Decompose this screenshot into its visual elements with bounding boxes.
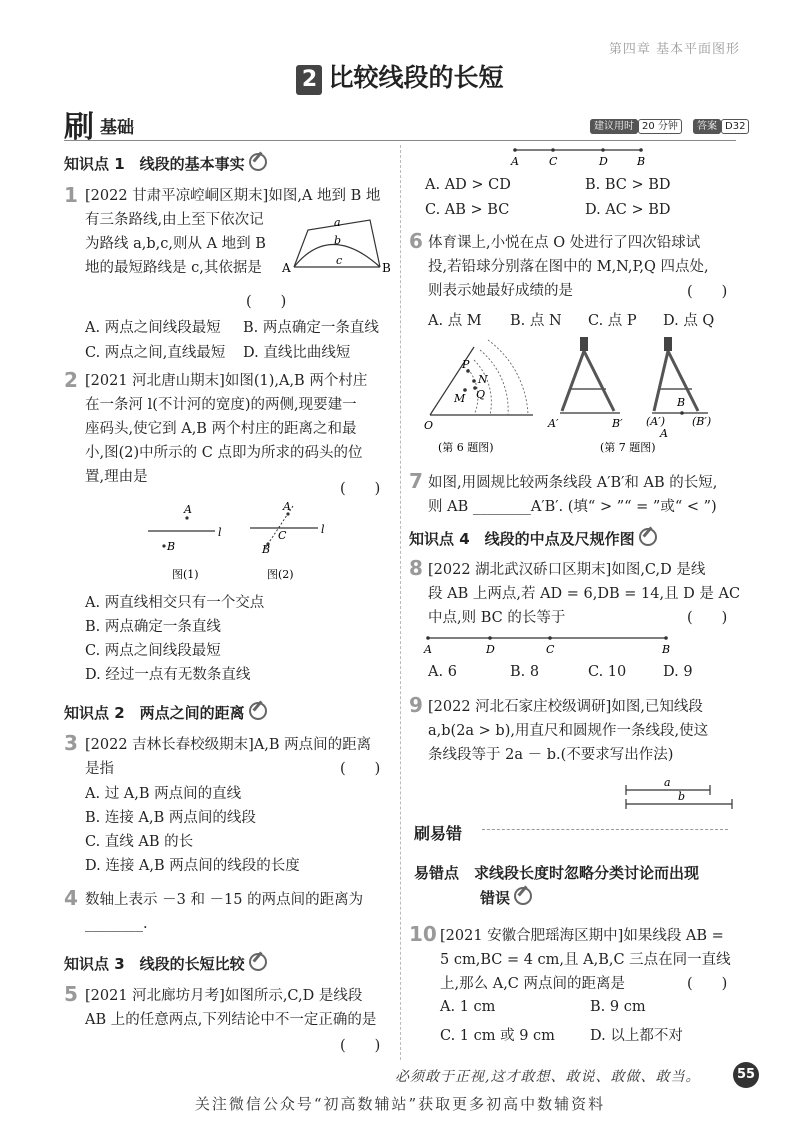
q8-option-a[interactable]: A. 6 [428,664,457,680]
q1-option-c[interactable]: C. 两点之间,直线最短 [85,345,226,361]
q6-option-c[interactable]: C. 点 P [588,313,637,329]
svg-text:C: C [278,529,287,542]
q8-text: [2022 湖北武汉硚口区期末]如图,C,D 是线 段 AB 上两点,若 AD = 6,DB = 14,且 D 是 AC 中点,则 BC 的长等于 [428,562,741,626]
svg-text:图(2): 图(2) [267,568,294,581]
q5-option-a[interactable]: A. AD > CD [425,177,511,193]
svg-text:B: B [662,643,671,656]
q1-text: [2022 甘肃平凉崆峒区期末]如图,A 地到 B 地 有三条路线,由上至下依次记 为路线 a,b,c,则从 A 地到 B 地的最短路线是 c,其依据是 [85,188,381,276]
time-value: 20 分钟 [638,119,682,134]
q9-text: [2022 河北石家庄校级调研]如图,已知线段 a,b(2a > b),用直尺和圆规作一条线段,使这 条线段等于 2a － b.(不要求写出作法) [428,699,709,763]
svg-text:B: B [262,543,271,556]
svg-text:C: C [546,643,555,656]
q2-option-d[interactable]: D. 经过一点有无数条直线 [85,667,251,683]
q1-paren[interactable]: ( ) [246,294,287,310]
q4-text: 数轴上表示 －3 和 －15 的两点间的距离为 ________. [85,888,363,936]
q1-route-figure [280,212,392,278]
q4-blank[interactable]: ________. [85,916,148,932]
svg-text:A: A [184,503,192,516]
q1-option-b[interactable]: B. 两点确定一条直线 [243,320,379,336]
footer-note: 关注微信公众号“初高数辅站”获取更多初高中数辅资料 [194,1095,606,1113]
svg-text:M: M [454,392,466,405]
q6-option-d[interactable]: D. 点 Q [663,313,715,329]
q6-option-a[interactable]: A. 点 M [428,313,482,329]
q3-number: 3 [64,731,78,755]
q2-option-b[interactable]: B. 两点确定一条直线 [85,619,221,635]
q1-number: 1 [64,183,78,207]
svg-text:Q: Q [476,388,486,401]
answer-label: 答案 [693,119,721,134]
q5-option-c[interactable]: C. AB > BC [425,202,510,218]
q2-option-c[interactable]: C. 两点之间线段最短 [85,643,221,659]
ylc-divider [482,829,728,830]
q10-option-a[interactable]: A. 1 cm [440,999,496,1015]
label-a: a [334,216,341,229]
q7-compass-figure [540,335,730,455]
svg-text:(B′): (B′) [692,415,712,428]
ylc-title: 刷易错 [414,824,463,843]
q3-option-a[interactable]: A. 过 A,B 两点间的直线 [85,786,242,802]
q3-option-c[interactable]: C. 直线 AB 的长 [85,834,194,850]
q10-paren[interactable]: ( ) [687,976,728,992]
svg-text:A: A [283,500,291,513]
time-box [590,114,749,133]
section-name: 基础 [100,118,134,138]
q10-option-d[interactable]: D. 以上都不对 [590,1028,683,1044]
q2-text: [2021 河北唐山期末]如图(1),A,B 两个村庄 在一条河 l(不计河的宽度)的两侧,现要建一 座码头,使它到 A,B 两个村庄的距离之和最 小,图(2)中所示的 C 点即为所求的码头的位 置,理由是 [85,373,368,485]
svg-text:A: A [660,427,668,440]
q9-segments-figure [620,774,740,814]
label-c: c [336,254,343,267]
lesson-number: 2 [296,65,322,95]
q10-option-b[interactable]: B. 9 cm [590,999,646,1015]
pen-icon [639,528,657,546]
q2-paren[interactable]: ( ) [340,481,381,497]
svg-text:B: B [167,540,176,553]
svg-text:图(1): 图(1) [172,568,199,581]
q3-option-d[interactable]: D. 连接 A,B 两点间的线段的长度 [85,858,300,874]
svg-text:A: A [424,643,432,656]
q4-number: 4 [64,886,78,910]
q5-number: 5 [64,982,78,1006]
label-B: B [382,261,391,275]
q6-number: 6 [409,229,423,253]
pen-icon [249,702,267,720]
kp1-title: 知识点 1 线段的基本事实 [64,153,267,174]
q6-paren[interactable]: ( ) [687,284,728,300]
q8-number: 8 [409,556,423,580]
q5-text: [2021 河北廊坊月考]如图所示,C,D 是线段 AB 上的任意两点,下列结论中不一定正确的是 [85,988,377,1028]
q5-option-d[interactable]: D. AC > BD [585,202,671,218]
svg-text:N: N [478,373,488,386]
label-A: A [282,261,291,275]
q9-number: 9 [409,693,423,717]
chapter-header: 第四章 基本平面图形 [608,42,740,57]
q2-village-figure [140,498,340,588]
answer-value: D32 [721,119,749,134]
svg-text:(第 7 题图): (第 7 题图) [600,441,656,454]
column-divider [400,145,401,1060]
q2-options [85,591,264,687]
svg-text:O: O [424,419,434,432]
kp2-title: 知识点 2 两点之间的距离 [64,702,267,723]
page-number: 55 [733,1062,759,1088]
svg-text:D: D [599,155,608,168]
q10-number: 10 [409,922,437,946]
q10-text: [2021 安徽合肥瑶海区期中]如果线段 AB = 5 cm,BC = 4 cm,且 A,B,C 三点在同一直线 上,那么 A,C 两点间的距离是 [440,928,731,992]
q8-paren[interactable]: ( ) [687,610,728,626]
q3-options [85,782,300,878]
pen-icon [249,953,267,971]
kp3-title: 知识点 3 线段的长短比较 [64,953,267,974]
q10-option-c[interactable]: C. 1 cm 或 9 cm [440,1028,555,1044]
q8-option-d[interactable]: D. 9 [663,664,693,680]
q1-option-a[interactable]: A. 两点之间线段最短 [85,320,221,336]
q6-sector-figure [418,335,538,455]
svg-text:D: D [486,643,495,656]
q8-option-b[interactable]: B. 8 [510,664,540,680]
q2-option-a[interactable]: A. 两直线相交只有一个交点 [85,595,265,611]
motto: 必须敢于正视,这才敢想、敢说、敢做、敢当。 [395,1069,701,1085]
svg-text:A: A [511,155,519,168]
pen-icon [249,153,267,171]
q8-option-c[interactable]: C. 10 [588,664,627,680]
svg-text:C: C [549,155,558,168]
svg-text:A′: A′ [548,417,559,430]
svg-text:l: l [321,523,325,536]
svg-text:(第 6 题图): (第 6 题图) [438,441,494,454]
svg-text:l: l [218,526,222,539]
q3-paren[interactable]: ( ) [340,761,381,777]
label-b: b [334,234,342,247]
page-title [0,58,800,95]
svg-text:B′: B′ [612,417,623,430]
q5-segment-figure [505,140,655,170]
q2-number: 2 [64,368,78,392]
kp4-title: 知识点 4 线段的中点及尺规作图 [409,528,657,549]
q8-segment-figure [420,628,680,658]
yc-title: 易错点 求线段长度时忽略分类讨论而出现 错误 [414,864,700,907]
q5-paren[interactable]: ( ) [340,1038,381,1054]
section-mark: 刷 [64,110,94,145]
svg-text:a: a [664,776,671,789]
q5-option-b[interactable]: B. BC > BD [585,177,671,193]
pen-icon [514,887,532,905]
q1-option-d[interactable]: D. 直线比曲线短 [243,345,351,361]
svg-text:P: P [462,358,470,371]
svg-text:b: b [678,790,686,803]
time-label: 建议用时 [590,119,638,134]
q7-text: 如图,用圆规比较两条线段 A′B′和 AB 的长短, 则 AB ________A′B′. (填“ > ”“ = ”或“ < ”) [428,475,718,515]
q7-number: 7 [409,469,423,493]
q3-text: [2022 吉林长春校级期末]A,B 两点间的距离 是指 [85,737,372,777]
q6-option-b[interactable]: B. 点 N [510,313,562,329]
svg-text:(A′): (A′) [646,415,666,428]
svg-text:B: B [677,396,686,409]
svg-text:B: B [637,155,646,168]
q3-option-b[interactable]: B. 连接 A,B 两点间的线段 [85,810,256,826]
q6-text: 体育课上,小悦在点 O 处进行了四次铅球试 投,若铅球分别落在图中的 M,N,P,Q 四点处, 则表示她最好成绩的是 [428,235,709,299]
lesson-title: 比较线段的长短 [328,63,504,92]
